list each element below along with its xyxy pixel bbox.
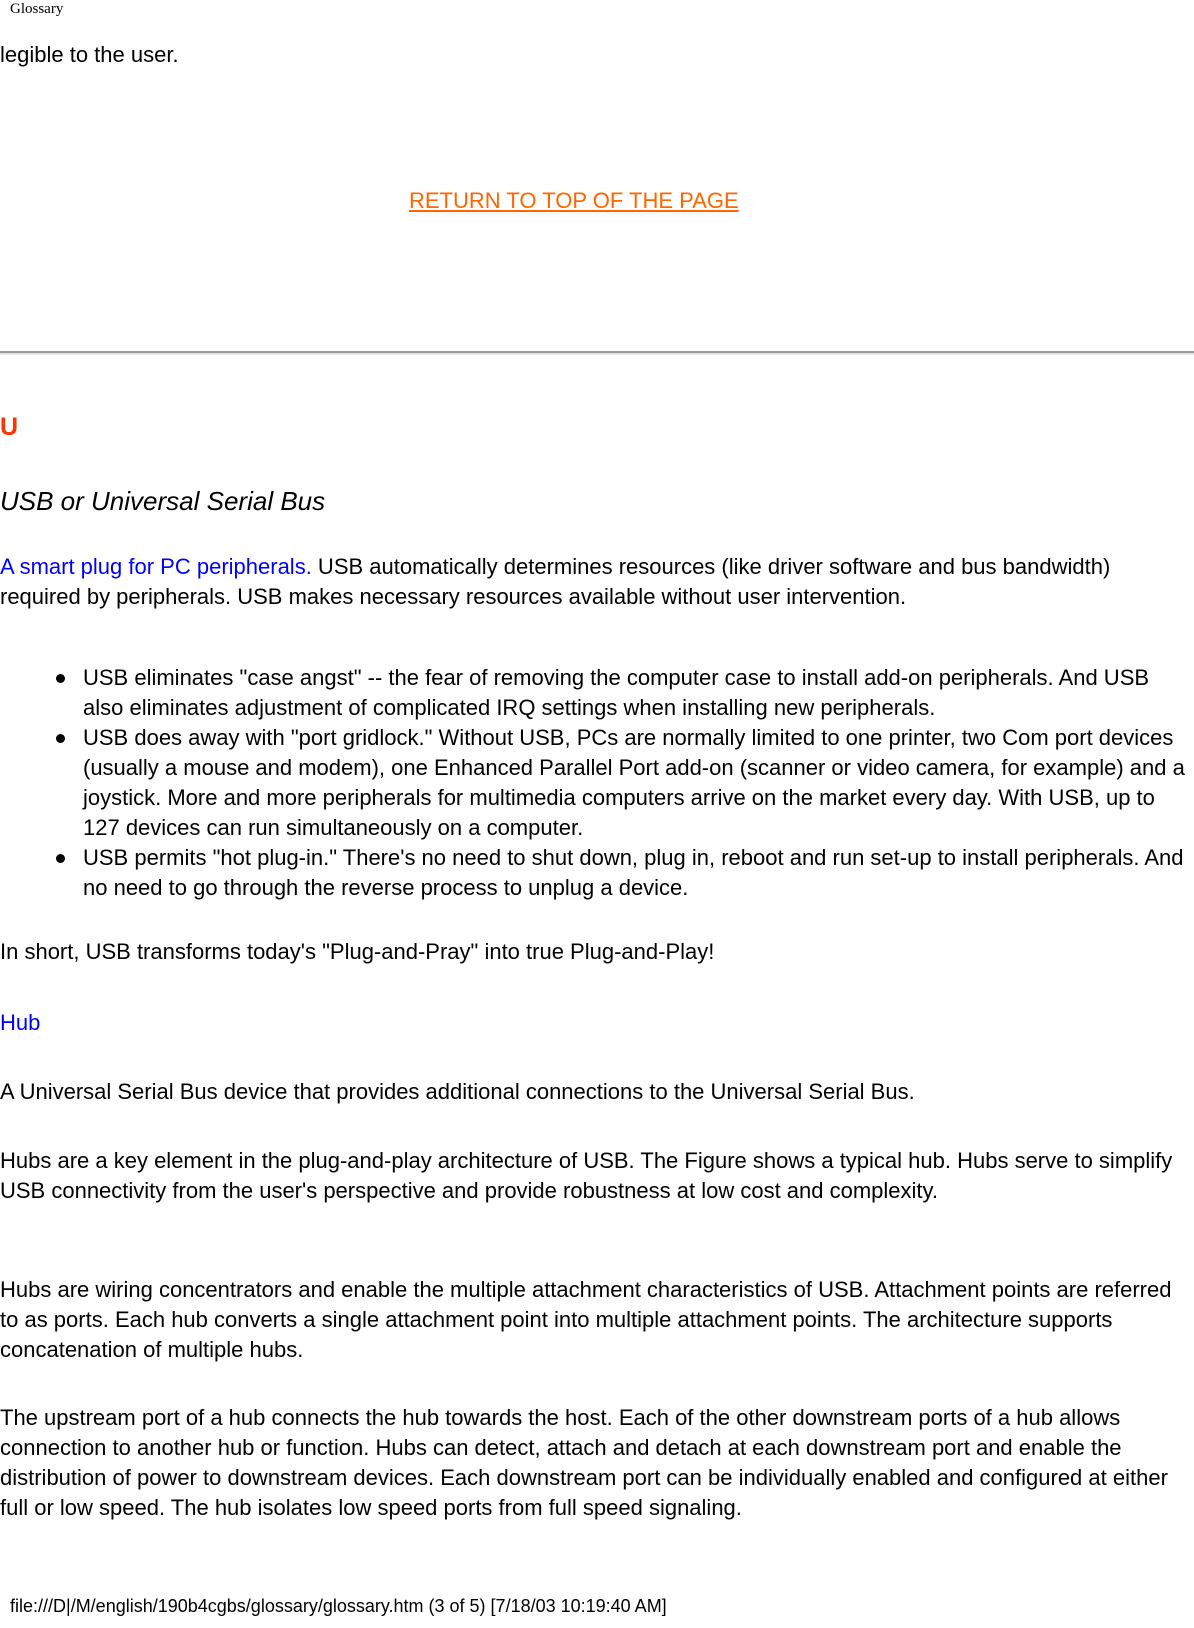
hub-paragraph-2: Hubs are wiring concentrators and enable the multiple attachment characteristics of USB. Attachment points are referred to as ports. Each hub converts a single attachment point into multiple attachment points. The architecture supports concatenation of multiple hubs. <box>0 1277 1172 1362</box>
hub-paragraph-1: Hubs are a key element in the plug-and-play architecture of USB. The Figure shows a typical hub. Hubs serve to simplify USB connectivity from the user's perspective and provide robustness at low cost and complexity. <box>0 1148 1173 1203</box>
hub-definition: A Universal Serial Bus device that provides additional connections to the Universal Serial Bus. <box>0 1079 915 1104</box>
list-item <box>83 843 1194 903</box>
hub-term-heading: Hub <box>0 1010 41 1035</box>
file-path-footer: file:///D|/M/english/190b4cgbs/glossary/glossary.htm (3 of 5) [7/18/03 10:19:40 AM] <box>10 1596 667 1616</box>
usb-intro-text: USB automatically determines resources (like driver software and bus bandwidth) required by peripherals. USB makes necessary resources available without user intervention. <box>0 554 1111 609</box>
usb-intro-highlight: A smart plug for PC peripherals. <box>0 554 312 579</box>
bullet-icon <box>56 854 65 863</box>
usb-summary: In short, USB transforms today's "Plug-and-Pray" into true Plug-and-Play! <box>0 939 715 964</box>
usb-benefits-list <box>0 663 1194 903</box>
return-to-top-link[interactable]: RETURN TO TOP OF THE PAGE <box>409 188 739 213</box>
bullet-icon <box>56 674 65 683</box>
horizontal-divider <box>0 351 1194 355</box>
usb-intro-paragraph <box>0 552 1194 612</box>
bullet-icon <box>56 734 65 743</box>
list-item <box>83 723 1194 843</box>
hub-paragraph-3: The upstream port of a hub connects the hub towards the host. Each of the other downstream ports of a hub allows connection to another hub or function. Hubs can detect, attach and detach at each downstream port and enable the distribution of power to downstream devices. Each downstream port can be individually enabled and configured at either full or low speed. The hub isolates low speed ports from full speed signaling. <box>0 1405 1168 1520</box>
bullet-text: USB permits "hot plug-in." There's no need to shut down, plug in, reboot and run set-up to install peripherals. And no need to go through the reverse process to unplug a device. <box>83 845 1184 900</box>
list-item <box>83 663 1194 723</box>
usb-term-heading: USB or Universal Serial Bus <box>0 486 326 516</box>
section-letter-heading: U <box>0 413 19 441</box>
continued-text: legible to the user. <box>0 42 179 67</box>
bullet-text: USB does away with "port gridlock." Without USB, PCs are normally limited to one printer, two Com port devices (usually a mouse and modem), one Enhanced Parallel Port add-on (scanner or video camera, for example) and a joystick. More and more peripherals for multimedia computers arrive on the market every day. With USB, up to 127 devices can run simultaneously on a computer. <box>83 725 1185 840</box>
bullet-text: USB eliminates "case angst" -- the fear of removing the computer case to install add-on peripherals. And USB also eliminates adjustment of complicated IRQ settings when installing new peripherals. <box>83 665 1150 720</box>
page-title: Glossary <box>10 1 64 17</box>
